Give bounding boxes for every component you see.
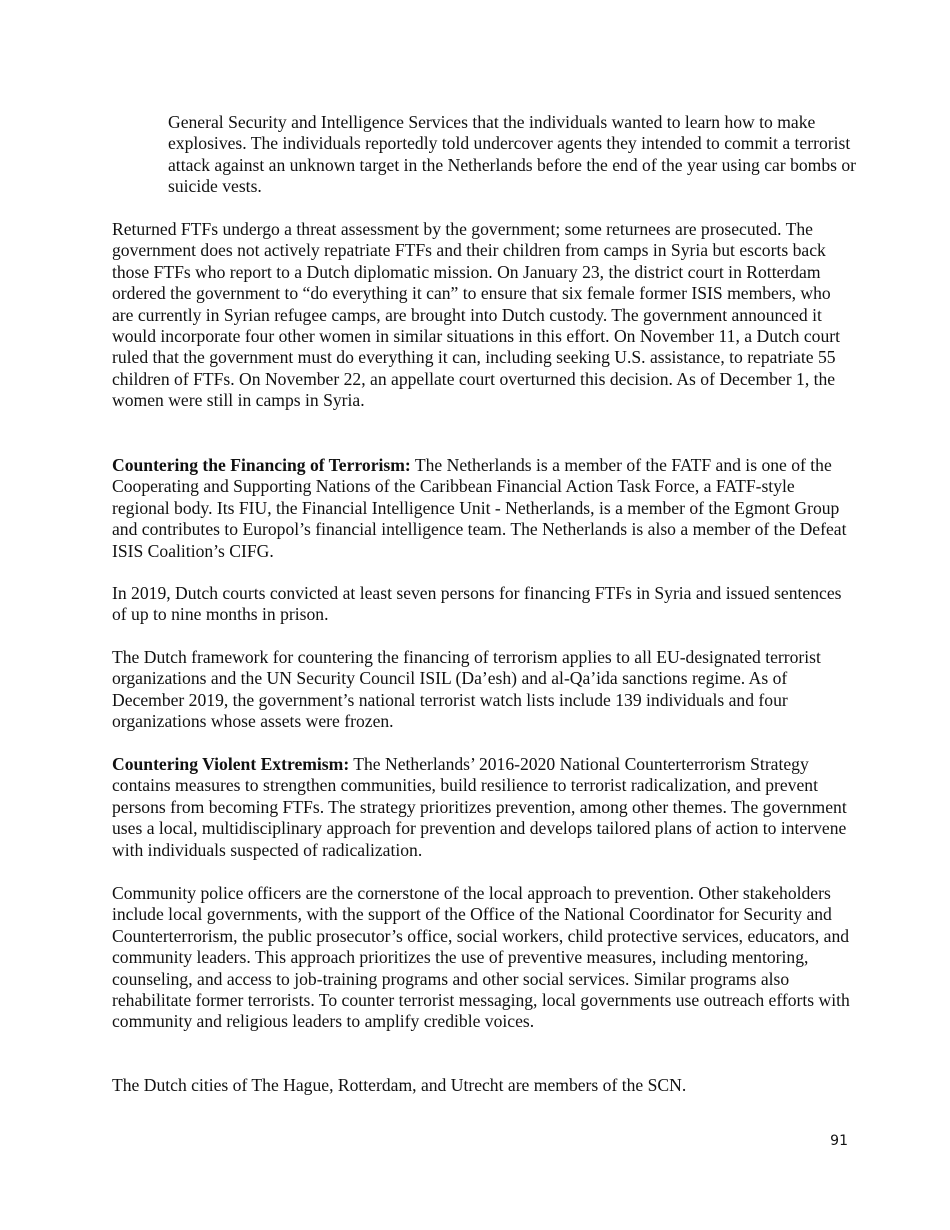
paragraph-text: General Security and Intelligence Services that the individuals wanted to learn how to make explosives. The individuals reportedly told undercover agents they intended to commit a terrorist attack against an unknown target in the Netherlands before the end of the year using car bombs or suicide vests.: [168, 112, 857, 197]
paragraph-text: The Dutch framework for countering the financing of terrorism applies to all EU-designated terrorist organizations and the UN Security Council ISIL (Da’esh) and al-Qa’ida sanctions regime. As of December 2019, the government’s national terrorist watch lists include 139 individuals and four organizations whose assets were frozen.: [112, 647, 821, 732]
paragraph-text: The Netherlands is a member of the FATF and is one of the Cooperating and Supporting Nations of the Caribbean Financial Action Task Force, a FATF-style regional body. Its FIU, the Financial Intelligence Unit - Netherlands, is a member of the Egmont Group and contributes to Europol’s financial intelligence team. The Netherlands is also a member of the Defeat ISIS Coalition’s CIFG.: [112, 455, 847, 561]
violent-extremism-paragraph: [112, 754, 852, 861]
returned-ftfs-paragraph: [112, 219, 852, 412]
paragraph-text: Returned FTFs undergo a threat assessment by the government; some returnees are prosecuted. The government does not actively repatriate FTFs and their children from camps in Syria but escorts back those FTFs who report to a Dutch diplomatic mission. On January 23, the district court in Rotterdam ordered the government to “do everything it can” to ensure that six female former ISIS members, who are currently in Syrian refugee camps, are brought into Dutch custody. The government announced it would incorporate four other women in similar situations in this effort. On November 11, a Dutch court ruled that the government must do everything it can, including seeking U.S. assistance, to repatriate 55 children of FTFs. On November 22, an appellate court overturned this decision. As of December 1, the women were still in camps in Syria.: [112, 219, 841, 411]
dutch-framework-paragraph: [112, 647, 852, 733]
section-heading: Countering Violent Extremism:: [112, 754, 350, 774]
section-heading: Countering the Financing of Terrorism:: [112, 455, 411, 475]
page-number: 91: [830, 1133, 848, 1149]
community-police-paragraph: [112, 883, 852, 1033]
financing-of-terrorism-paragraph: [112, 455, 852, 562]
paragraph-text: In 2019, Dutch courts convicted at least seven persons for financing FTFs in Syria and issued sentences of up to nine months in prison.: [112, 583, 842, 625]
scn-cities-paragraph: [112, 1075, 852, 1096]
quote-continuation-paragraph: [168, 112, 858, 198]
paragraph-text: Community police officers are the cornerstone of the local approach to prevention. Other stakeholders include local governments, with the support of the Office of the National Coordinator for Security and Counterterrorism, the public prosecutor’s office, social workers, child protective services, educators, and community leaders. This approach prioritizes the use of preventive measures, including mentoring, counseling, and access to job-training programs and other social services. Similar programs also rehabilitate former terrorists. To counter terrorist messaging, local governments use outreach efforts with community and religious leaders to amplify credible voices.: [112, 883, 850, 1032]
convictions-2019-paragraph: [112, 583, 852, 626]
paragraph-text: The Netherlands’ 2016-2020 National Counterterrorism Strategy contains measures to strengthen communities, build resilience to terrorist radicalization, and prevent persons from becoming FTFs. The strategy prioritizes prevention, among other themes. The government uses a local, multidisciplinary approach for prevention and develops tailored plans of action to intervene with individuals suspected of radicalization.: [112, 754, 847, 860]
paragraph-text: The Dutch cities of The Hague, Rotterdam, and Utrecht are members of the SCN.: [112, 1075, 687, 1095]
